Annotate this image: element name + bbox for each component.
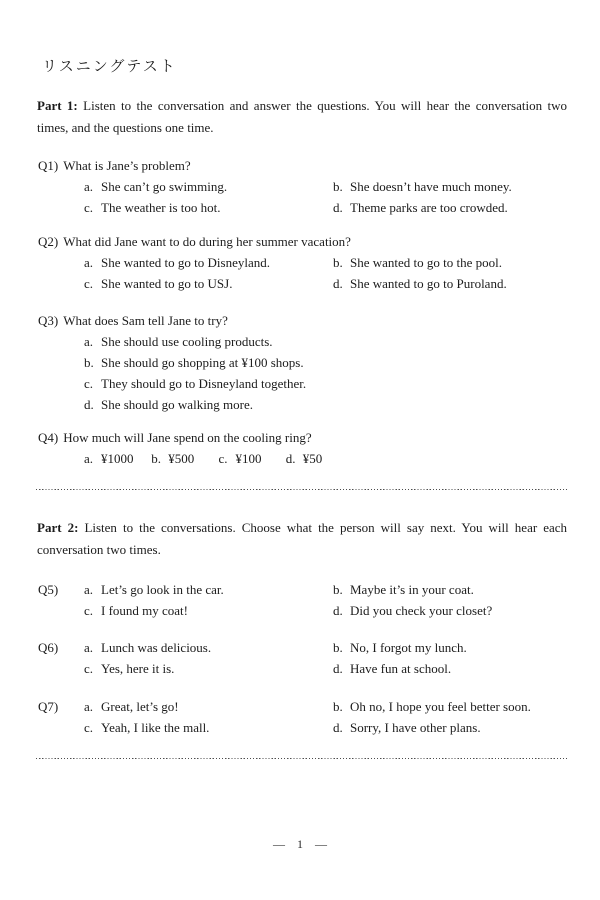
option-c bbox=[84, 197, 333, 218]
option-text: She can’t go swimming. bbox=[101, 179, 228, 194]
question-q2 bbox=[38, 231, 578, 294]
question-q2-options bbox=[84, 252, 578, 294]
question-q4-stem bbox=[38, 427, 578, 448]
option-letter: c. bbox=[84, 276, 94, 291]
part2-label: Part 2: bbox=[37, 520, 79, 535]
question-q7 bbox=[38, 696, 578, 738]
question-number: Q7) bbox=[38, 699, 59, 714]
option-letter: a. bbox=[84, 582, 94, 597]
option-b bbox=[84, 352, 578, 373]
part2-instructions-text: Listen to the conversations. Choose what the person will say next. You will hear each bbox=[84, 520, 567, 535]
question-number: Q1) bbox=[38, 158, 59, 173]
option-c bbox=[84, 373, 578, 394]
option-letter: d. bbox=[333, 661, 343, 676]
option-letter: d. bbox=[333, 200, 343, 215]
question-q1-stem bbox=[38, 155, 578, 176]
option-b bbox=[333, 176, 578, 197]
option-letter: a. bbox=[84, 699, 94, 714]
page-footer bbox=[0, 837, 600, 852]
option-text: ¥1000 bbox=[101, 451, 134, 466]
option-letter: d. bbox=[333, 720, 343, 735]
section-divider-2 bbox=[36, 758, 567, 760]
option-letter: c. bbox=[84, 661, 94, 676]
option-letter: b. bbox=[84, 355, 94, 370]
page-title: リスニングテスト bbox=[42, 59, 177, 75]
option-letter: b. bbox=[333, 255, 343, 270]
part1-instructions-line2: times, and the questions one time. bbox=[37, 119, 214, 135]
option-letter: a. bbox=[84, 334, 94, 349]
option-letter: a. bbox=[84, 179, 94, 194]
question-q5 bbox=[38, 579, 578, 621]
question-q3-stem bbox=[38, 310, 578, 331]
option-letter: c. bbox=[84, 376, 94, 391]
option-d bbox=[333, 658, 578, 679]
option-letter: a. bbox=[84, 255, 94, 270]
question-number: Q4) bbox=[38, 430, 59, 445]
question-q1-options bbox=[84, 176, 578, 218]
option-text: She doesn’t have much money. bbox=[350, 179, 512, 194]
option-d bbox=[333, 273, 578, 294]
option-text: She wanted to go to Puroland. bbox=[350, 276, 507, 291]
option-letter: b. bbox=[333, 699, 343, 714]
option-letter: b. bbox=[333, 179, 343, 194]
option-text: Oh no, I hope you feel better soon. bbox=[350, 699, 531, 714]
section-divider-1 bbox=[36, 489, 567, 491]
option-text: They should go to Disneyland together. bbox=[101, 376, 307, 391]
option-text: The weather is too hot. bbox=[101, 200, 221, 215]
option-c bbox=[84, 600, 333, 621]
part1-instructions bbox=[37, 95, 567, 138]
option-a bbox=[84, 176, 333, 197]
question-q1 bbox=[38, 155, 578, 218]
option-letter: d. bbox=[285, 451, 296, 466]
option-text: She wanted to go to Disneyland. bbox=[101, 255, 270, 270]
option-d bbox=[333, 600, 578, 621]
option-text: Have fun at school. bbox=[350, 661, 452, 676]
page-number: — 1 — bbox=[273, 837, 327, 851]
option-text: Great, let’s go! bbox=[101, 699, 179, 714]
option-b bbox=[333, 696, 578, 717]
option-text: She wanted to go to USJ. bbox=[101, 276, 233, 291]
option-text: She should go walking more. bbox=[101, 397, 254, 412]
option-a bbox=[84, 637, 333, 658]
option-d bbox=[286, 448, 323, 469]
question-q3 bbox=[38, 310, 578, 415]
question-text: What did Jane want to do during her summer vacation? bbox=[63, 234, 351, 249]
question-q3-options bbox=[84, 331, 578, 415]
option-text: Yeah, I like the mall. bbox=[101, 720, 210, 735]
question-text: What does Sam tell Jane to try? bbox=[63, 313, 228, 328]
option-text: Did you check your closet? bbox=[350, 603, 493, 618]
question-q4 bbox=[38, 427, 578, 469]
option-b bbox=[333, 579, 578, 600]
option-text: I found my coat! bbox=[101, 603, 189, 618]
part1-label: Part 1: bbox=[37, 98, 78, 113]
option-text: She should use cooling products. bbox=[101, 334, 273, 349]
option-text: Maybe it’s in your coat. bbox=[350, 582, 474, 597]
part2-instructions-line2: conversation two times. bbox=[37, 541, 161, 557]
question-q6-options bbox=[84, 637, 578, 679]
option-text: She should go shopping at ¥100 shops. bbox=[101, 355, 304, 370]
option-text: Let’s go look in the car. bbox=[101, 582, 224, 597]
option-letter: d. bbox=[333, 603, 343, 618]
option-a bbox=[84, 252, 333, 273]
question-number: Q3) bbox=[38, 313, 59, 328]
question-number: Q5) bbox=[38, 582, 59, 597]
option-text: Sorry, I have other plans. bbox=[350, 720, 481, 735]
question-q2-stem bbox=[38, 231, 578, 252]
option-letter: b. bbox=[333, 640, 343, 655]
option-d bbox=[84, 394, 578, 415]
option-c bbox=[84, 273, 333, 294]
option-b bbox=[333, 252, 578, 273]
option-letter: c. bbox=[84, 720, 94, 735]
question-text: What is Jane’s problem? bbox=[63, 158, 191, 173]
option-c bbox=[84, 717, 333, 738]
option-b bbox=[151, 448, 215, 469]
option-text: Theme parks are too crowded. bbox=[350, 200, 508, 215]
option-letter: a. bbox=[84, 451, 94, 466]
option-letter: b. bbox=[333, 582, 343, 597]
option-c bbox=[219, 448, 283, 469]
option-a bbox=[84, 579, 333, 600]
question-number: Q2) bbox=[38, 234, 59, 249]
question-q5-options bbox=[84, 579, 578, 621]
option-letter: a. bbox=[84, 640, 94, 655]
option-text: ¥100 bbox=[235, 451, 262, 466]
option-d bbox=[333, 197, 578, 218]
option-letter: c. bbox=[218, 451, 228, 466]
option-b bbox=[333, 637, 578, 658]
option-c bbox=[84, 658, 333, 679]
question-q7-options bbox=[84, 696, 578, 738]
option-text: Yes, here it is. bbox=[101, 661, 175, 676]
option-text: ¥500 bbox=[168, 451, 195, 466]
question-q4-options bbox=[84, 448, 578, 469]
part1-instructions-line1 bbox=[37, 95, 567, 117]
option-text: Lunch was delicious. bbox=[101, 640, 212, 655]
option-letter: d. bbox=[333, 276, 343, 291]
option-a bbox=[84, 696, 333, 717]
part2-instructions-line1 bbox=[37, 517, 567, 539]
option-text: No, I forgot my lunch. bbox=[350, 640, 467, 655]
option-text: ¥50 bbox=[302, 451, 323, 466]
option-letter: b. bbox=[151, 451, 161, 466]
part1-instructions-text: Listen to the conversation and answer the questions. You will hear the conversation two bbox=[83, 98, 568, 113]
option-text: She wanted to go to the pool. bbox=[350, 255, 503, 270]
question-number: Q6) bbox=[38, 640, 59, 655]
option-letter: c. bbox=[84, 603, 94, 618]
option-letter: d. bbox=[84, 397, 94, 412]
part2-instructions bbox=[37, 517, 567, 560]
option-a bbox=[84, 448, 148, 469]
option-a bbox=[84, 331, 578, 352]
question-q6 bbox=[38, 637, 578, 679]
question-text: How much will Jane spend on the cooling ring? bbox=[63, 430, 312, 445]
option-letter: c. bbox=[84, 200, 94, 215]
option-d bbox=[333, 717, 578, 738]
